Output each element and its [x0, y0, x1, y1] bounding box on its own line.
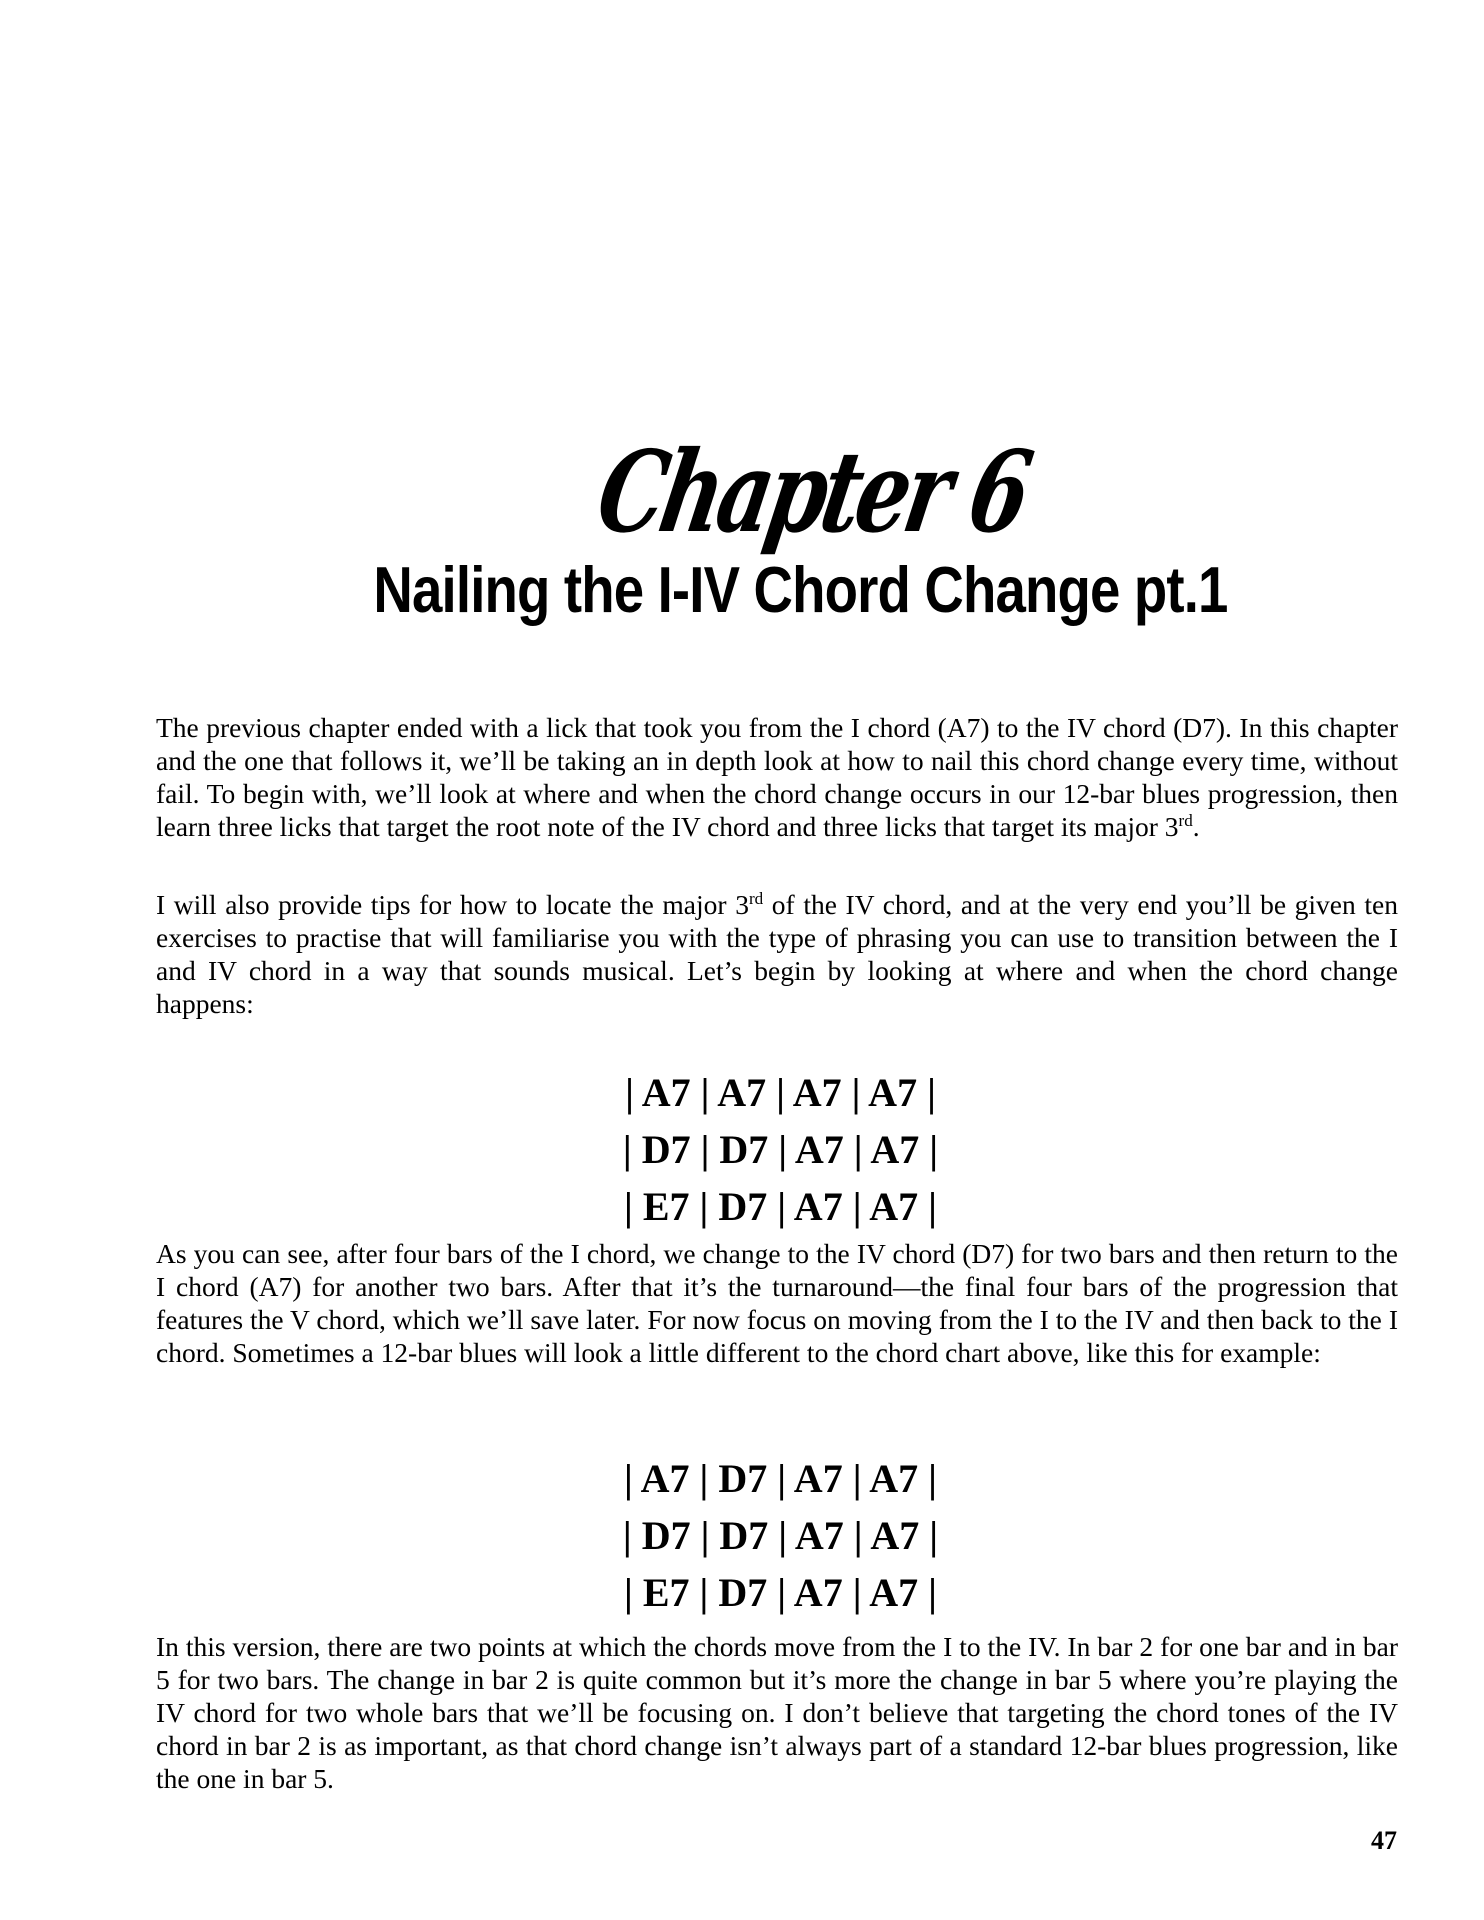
paragraph-1 [156, 711, 1398, 843]
chapter-script-title: Chapter 6 [588, 427, 1037, 558]
chord-chart-standard-blues [160, 1064, 1401, 1235]
chord-row: | A7 | A7 | A7 | A7 | [625, 1070, 936, 1115]
chord-row: | E7 | D7 | A7 | A7 | [624, 1184, 937, 1229]
ordinal-superscript: rd [1178, 810, 1193, 830]
page-number: 47 [1371, 1826, 1397, 1855]
paragraph-2-text: I will also provide tips for how to locate the major 3 [156, 889, 749, 920]
ordinal-superscript: rd [748, 888, 764, 908]
chapter-title: Nailing the I-IV Chord Change pt.1 [373, 553, 1228, 626]
chord-chart-quick-change-blues [160, 1450, 1401, 1621]
chord-row: | E7 | D7 | A7 | A7 | [624, 1570, 937, 1615]
paragraph-3: As you can see, after four bars of the I chord, we change to the IV chord (D7) for two bars and then return to the I chord (A7) for another two bars. After that it’s the turnaround—the final four bars of the progression that features the V chord, which we’ll save later. For now focus on moving from the I to the IV and then back to the I chord. Sometimes a 12-bar blues will look a little different to the chord chart above, like this for example: [156, 1238, 1398, 1368]
paragraph-2 [156, 888, 1398, 1020]
chord-row: | D7 | D7 | A7 | A7 | [622, 1513, 939, 1558]
paragraph-1-text: The previous chapter ended with a lick that took you from the I chord (A7) to the IV chord (D7). In this chapter and the one that follows it, we’ll be taking an in depth look at how to nail this chord change every time, without fail. To begin with, we’ll look at where and when the chord change occurs in our 12-bar blues progression, then learn three licks that target the root note of the IV chord and three licks that target its major 3 [156, 712, 1398, 842]
paragraph-1-text-end: . [1192, 811, 1200, 842]
paragraph-4: In this version, there are two points at which the chords move from the I to the IV. In bar 2 for one bar and in bar 5 for two bars. The change in bar 2 is quite common but it’s more the change in bar 5 where you’re playing the IV chord for two whole bars that we’ll be focusing on. I don’t believe that targeting the chord tones of the IV chord in bar 2 is as important, as that chord change isn’t always part of a standard 12-bar blues progression, like the one in bar 5. [156, 1631, 1398, 1794]
paragraph-2-text-end: of the IV chord, and at the very end you’ll be given ten exercises to practise that will familiarise you with the type of phrasing you can use to transition between the I and IV chord in a way that sounds musical. Let’s begin by looking at where and when the chord change happens: [156, 889, 1398, 1019]
chord-row: | A7 | D7 | A7 | A7 | [624, 1456, 937, 1501]
chord-row: | D7 | D7 | A7 | A7 | [622, 1127, 939, 1172]
